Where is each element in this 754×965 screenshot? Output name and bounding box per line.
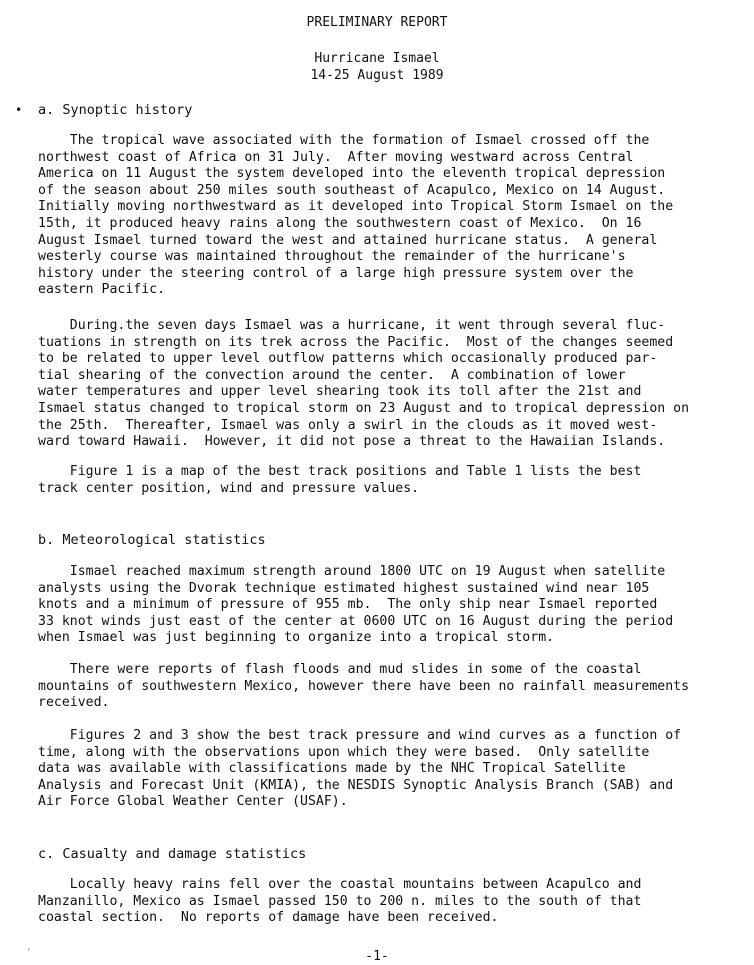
section-heading-meteorological: b. Meteorological statistics: [38, 532, 266, 548]
paragraph-meteorological-1: [38, 564, 738, 647]
text-line: Manzanillo, Mexico as Ismael passed 150 to 200 n. miles to the south of that: [38, 893, 642, 909]
text-line: Figure 1 is a map of the best track positions and Table 1 lists the best: [38, 464, 642, 479]
section-heading-synoptic: a. Synoptic history: [38, 102, 193, 118]
text-line: analysts using the Dvorak technique estimated highest sustained wind near 105: [38, 580, 650, 596]
text-line: received.: [38, 695, 110, 711]
text-line: history under the steering control of a large high pressure system over the: [38, 265, 634, 281]
text-line: to be related to upper level outflow patterns which occasionally produced par-: [38, 351, 658, 367]
report-type-title: PRELIMINARY REPORT: [306, 15, 448, 30]
paragraph-synoptic-1: [38, 133, 738, 299]
text-line: eastern Pacific.: [38, 282, 166, 298]
text-line: Initially moving northwestward as it developed into Tropical Storm Ismael on the: [38, 199, 674, 215]
text-line: when Ismael was just beginning to organize into a tropical storm.: [38, 630, 555, 646]
text-line: August Ismael turned toward the west and attained hurricane status. A general: [38, 232, 658, 248]
text-line: mountains of southwestern Mexico, however there have been no rainfall measurements: [38, 678, 690, 694]
text-line: westerly course was maintained throughout the remainder of the hurricane's: [38, 249, 626, 265]
paragraph-meteorological-3: [38, 728, 738, 811]
text-line: time, along with the observations upon which they were based. Only satellite: [38, 744, 650, 760]
text-line: During.the seven days Ismael was a hurricane, it went through several fluc-: [38, 318, 666, 333]
text-line: The tropical wave associated with the formation of Ismael crossed off the: [38, 133, 650, 148]
paragraph-synoptic-3: [38, 464, 738, 497]
text-line: ward toward Hawaii. However, it did not pose a threat to the Hawaiian Islands.: [38, 434, 666, 450]
text-line: northwest coast of Africa on 31 July. After moving westward across Central: [38, 149, 634, 165]
text-line: Figures 2 and 3 show the best track pressure and wind curves as a function of: [38, 728, 682, 743]
text-line: There were reports of flash floods and mud slides in some of the coastal: [38, 662, 642, 677]
section-heading-casualty: c. Casualty and damage statistics: [38, 846, 307, 862]
text-line: the 25th. Thereafter, Ismael was only a swirl in the clouds as it moved west-: [38, 417, 658, 433]
text-line: 33 knot winds just east of the center at 0600 UTC on 16 August during the period: [38, 613, 674, 629]
paragraph-meteorological-2: [38, 662, 738, 712]
page-number: -1-: [365, 949, 389, 964]
scan-speck-mark: ‘: [26, 948, 32, 958]
paragraph-synoptic-2: [38, 318, 738, 451]
text-line: tuations in strength on its trek across the Pacific. Most of the changes seemed: [38, 334, 674, 350]
text-line: of the season about 250 miles south southeast of Acapulco, Mexico on 14 August.: [38, 182, 666, 198]
text-line: Locally heavy rains fell over the coastal mountains between Acapulco and: [38, 877, 642, 892]
storm-name-title: Hurricane Ismael: [314, 51, 440, 66]
text-line: Ismael status changed to tropical storm on 23 August and to tropical depression on: [38, 400, 690, 416]
paragraph-casualty-1: [38, 877, 738, 927]
text-line: 15th, it produced heavy rains along the southwestern coast of Mexico. On 16: [38, 215, 642, 231]
text-line: Analysis and Forecast Unit (KMIA), the NESDIS Synoptic Analysis Branch (SAB) and: [38, 777, 674, 793]
text-line: data was available with classifications made by the NHC Tropical Satellite: [38, 761, 626, 777]
margin-bullet-mark: •: [15, 103, 23, 117]
text-line: Ismael reached maximum strength around 1800 UTC on 19 August when satellite: [38, 564, 666, 579]
text-line: coastal section. No reports of damage have been received.: [38, 910, 499, 926]
text-line: track center position, wind and pressure values.: [38, 480, 420, 496]
text-line: knots and a minimum of pressure of 955 mb. The only ship near Ismael reported: [38, 597, 658, 613]
text-line: America on 11 August the system developed into the eleventh tropical depression: [38, 166, 666, 182]
text-line: tial shearing of the convection around the center. A combination of lower: [38, 367, 626, 383]
text-line: water temperatures and upper level shearing took its toll after the 21st and: [38, 384, 642, 400]
storm-dates: 14-25 August 1989: [310, 68, 444, 83]
text-line: Air Force Global Weather Center (USAF).: [38, 794, 348, 810]
